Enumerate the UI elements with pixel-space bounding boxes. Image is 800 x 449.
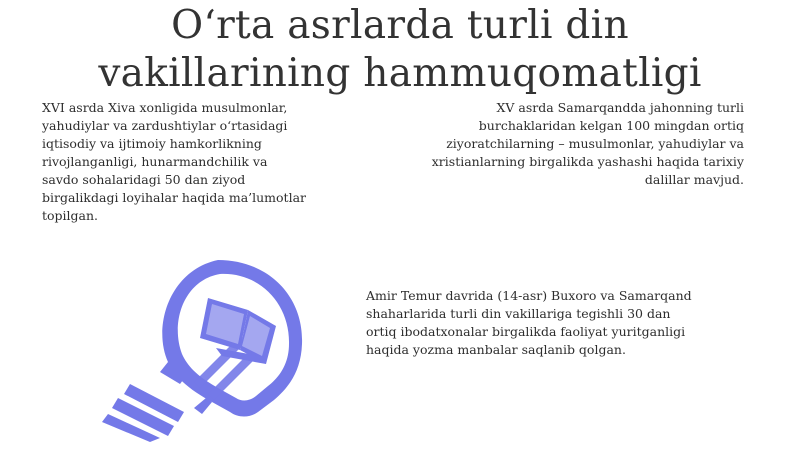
right-text-block: [384, 99, 744, 189]
text-line: burchaklaridan kelgan 100 mingdan ortiq: [478, 118, 744, 133]
text-line: ziyoratchilarning – musulmonlar, yahudiylar va: [446, 136, 744, 151]
page-title-line-1: O‘rta asrlarda turli din: [171, 3, 629, 48]
page-title-line-2: vakillarining hammuqomatligi: [98, 51, 702, 96]
text-line: shaharlarida turli din vakillariga tegishli 30 dan: [366, 306, 671, 321]
text-line: XVI asrda Xiva xonligida musulmonlar,: [42, 100, 288, 115]
page-title: [0, 2, 800, 98]
text-line: birgalikdagi loyihalar haqida ma’lumotlar: [42, 190, 306, 205]
left-text-block: [42, 99, 357, 225]
text-line: ortiq ibodatxonalar birgalikda faoliyat yuritganligi: [366, 324, 686, 339]
text-line: savdo sohalaridagi 50 dan ziyod: [42, 172, 246, 187]
bottom-text-block: [366, 287, 736, 359]
text-line: dalillar mavjud.: [644, 172, 744, 187]
text-line: XV asrda Samarqandda jahonning turli: [496, 100, 744, 115]
text-line: haqida yozma manbalar saqlanib qolgan.: [366, 342, 626, 357]
text-line: yahudiylar va zardushtiylar o‘rtasidagi: [42, 118, 288, 133]
text-line: iqtisodiy va ijtimoiy hamkorlikning: [42, 136, 262, 151]
lightbulb-book-icon: [90, 252, 320, 442]
text-line: xristianlarning birgalikda yashashi haqida tarixiy: [431, 154, 744, 169]
text-line: rivojlanganligi, hunarmandchilik va: [42, 154, 268, 169]
text-line: Amir Temur davrida (14-asr) Buxoro va Samarqand: [366, 288, 692, 303]
text-line: topilgan.: [42, 208, 99, 223]
